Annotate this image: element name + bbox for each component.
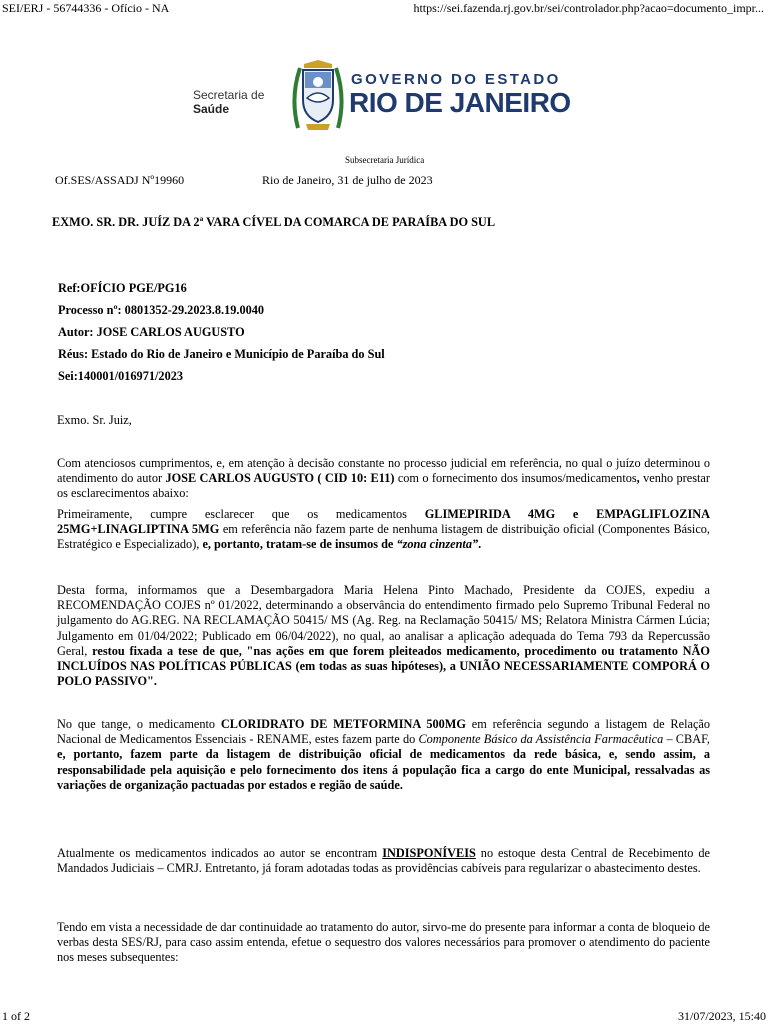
secretaria-line1: Secretaria de bbox=[193, 88, 265, 102]
p4-text-1: No que tange, o medicamento bbox=[57, 717, 221, 731]
greeting: Exmo. Sr. Juiz, bbox=[57, 413, 132, 427]
p5-text-1: Atualmente os medicamentos indicados ao autor se encontram bbox=[57, 846, 383, 860]
p1-text-3: venho prestar os esclarecimentos abaixo: bbox=[57, 471, 710, 501]
p3-text-1: Desta forma, informamos que a Desembargadora Maria Helena Pinto Machado, Presidente da COJES, expediu a RECOMENDAÇÃO COJES nº 01/2022, determinando a observância do entendimento firmado pelo Supremo Tribunal Federal no julgamento do AG.REG. NA RECLAMAÇÃO 50415/ MS (Ag. Reg. na Reclamação 50415/ MS; Relatora Ministra Cármen Lúcia; Julgamento em 01/04/2022; Publicado em 06/04/2022), no qual, ao analisar a aplicação adequada do Tema 793 da Repercussão Geral, bbox=[57, 583, 710, 658]
print-date-footer: 31/07/2023, 15:40 bbox=[677, 1009, 766, 1023]
reus-line: Réus: Estado do Rio de Janeiro e Município de Paraíba do Sul bbox=[58, 347, 385, 361]
coat-of-arms-icon bbox=[288, 58, 348, 136]
p6-text-1: Tendo em vista a necessidade de dar continuidade ao tratamento do autor, sirvo-me do presente para informar a conta de bloqueio de verbas desta SES/RJ, para caso assim entenda, efetue o sequestro dos valores necessários para promover o atendimento do paciente nos meses subsequentes: bbox=[57, 920, 710, 965]
p3-thesis: restou fixada a tese de que, "nas ações em que forem pleiteados medicamento, procedimento ou tratamento NÃO INCLUÍDOS NAS POLÍTICAS PÚBLICAS (em todas as suas hipóteses), a UNIÃO NECESSARIAMENTE COMPORÁ O POLO PASSIVO". bbox=[57, 643, 710, 689]
p1-text-1: Com atenciosos cumprimentos, e, em atenção à decisão constante no processo judicial em referência, no qual o juízo determinou o atendimento do autor bbox=[57, 456, 710, 486]
p2-bold-2: e, portanto, tratam-se de insumos de bbox=[202, 537, 397, 552]
p4-text-3: – CBAF, bbox=[663, 732, 710, 747]
paragraph-2 bbox=[57, 507, 710, 553]
p2-text-2: em referência não fazem parte de nenhuma listagem de distribuição oficial (Componentes Básico, Estratégico e Especializado), bbox=[57, 522, 710, 552]
paragraph-6 bbox=[57, 920, 710, 966]
governo-label: GOVERNO DO ESTADO bbox=[351, 71, 561, 88]
p5-text-2: no estoque desta Central de Recebimento de Mandados Judiciais – CMRJ. Entretanto, já foram adotadas todas as providências cabíveis para regularizar o abastecimento destes. bbox=[57, 846, 710, 876]
processo-line: Processo nº: 0801352-29.2023.8.19.0040 bbox=[58, 303, 265, 317]
p2-zona-cinzenta: “zona cinzenta” bbox=[396, 537, 479, 552]
p5-indisponiveis: INDISPONÍVEIS bbox=[382, 846, 476, 860]
document-url-header: https://sei.fazenda.rj.gov.br/sei/controlador.php?acao=documento_impr... bbox=[413, 1, 764, 15]
estado-label: RIO DE JANEIRO bbox=[349, 87, 571, 118]
place-date: Rio de Janeiro, 31 de julho de 2023 bbox=[262, 173, 433, 187]
ref-line: Ref:OFÍCIO PGE/PG16 bbox=[58, 281, 187, 295]
sei-line: Sei:140001/016971/2023 bbox=[58, 369, 184, 383]
p2-text-1: Primeiramente, cumpre esclarecer que os medicamentos bbox=[57, 507, 425, 521]
subsecretaria-label: Subsecretaria Jurídica bbox=[345, 155, 425, 165]
addressee: EXMO. SR. DR. JUÍZ DA 2ª VARA CÍVEL DA COMARCA DE PARAÍBA DO SUL bbox=[52, 215, 496, 229]
p4-medication: CLORIDRATO DE METFORMINA 500MG bbox=[220, 717, 466, 731]
p4-cbaf-italic: Componente Básico da Assistência Farmacêutica bbox=[418, 732, 664, 747]
p1-text-2: com o fornecimento dos insumos/medicamentos bbox=[394, 471, 637, 486]
paragraph-1 bbox=[57, 456, 710, 502]
secretaria-label bbox=[193, 88, 264, 116]
document-id-header: SEI/ERJ - 56744336 - Ofício - NA bbox=[2, 1, 170, 15]
page-count-footer: 1 of 2 bbox=[2, 1009, 30, 1023]
government-logo bbox=[185, 55, 585, 140]
paragraph-3 bbox=[57, 583, 710, 689]
p2-medications: GLIMEPIRIDA 4MG e EMPAGLIFLOZINA 25MG+LINAGLIPTINA 5MG bbox=[57, 507, 710, 537]
secretaria-line2: Saúde bbox=[193, 102, 230, 116]
p1-bold-comma: , bbox=[636, 471, 640, 486]
p2-period: . bbox=[478, 537, 482, 552]
paragraph-5 bbox=[57, 846, 710, 876]
paragraph-4 bbox=[57, 717, 710, 793]
oficio-number: Of.SES/ASSADJ Nº19960 bbox=[55, 173, 185, 187]
p4-bold-2: e, portanto, fazem parte da listagem de distribuição oficial de medicamentos da rede básica, e, sendo assim, a responsabilidade pela aquisição e pelo fornecimento dos itens á população fica a cargo do ente Municipal, ressalvadas as variações de organização pactuadas por estados e região de saúde. bbox=[57, 747, 710, 792]
p1-author: JOSE CARLOS AUGUSTO ( CID 10: E11) bbox=[165, 471, 395, 486]
autor-line: Autor: JOSE CARLOS AUGUSTO bbox=[58, 325, 245, 339]
p4-text-2: em referência segundo a listagem de Relação Nacional de Medicamentos Essenciais - RENAME, estes fazem parte do bbox=[57, 717, 711, 747]
